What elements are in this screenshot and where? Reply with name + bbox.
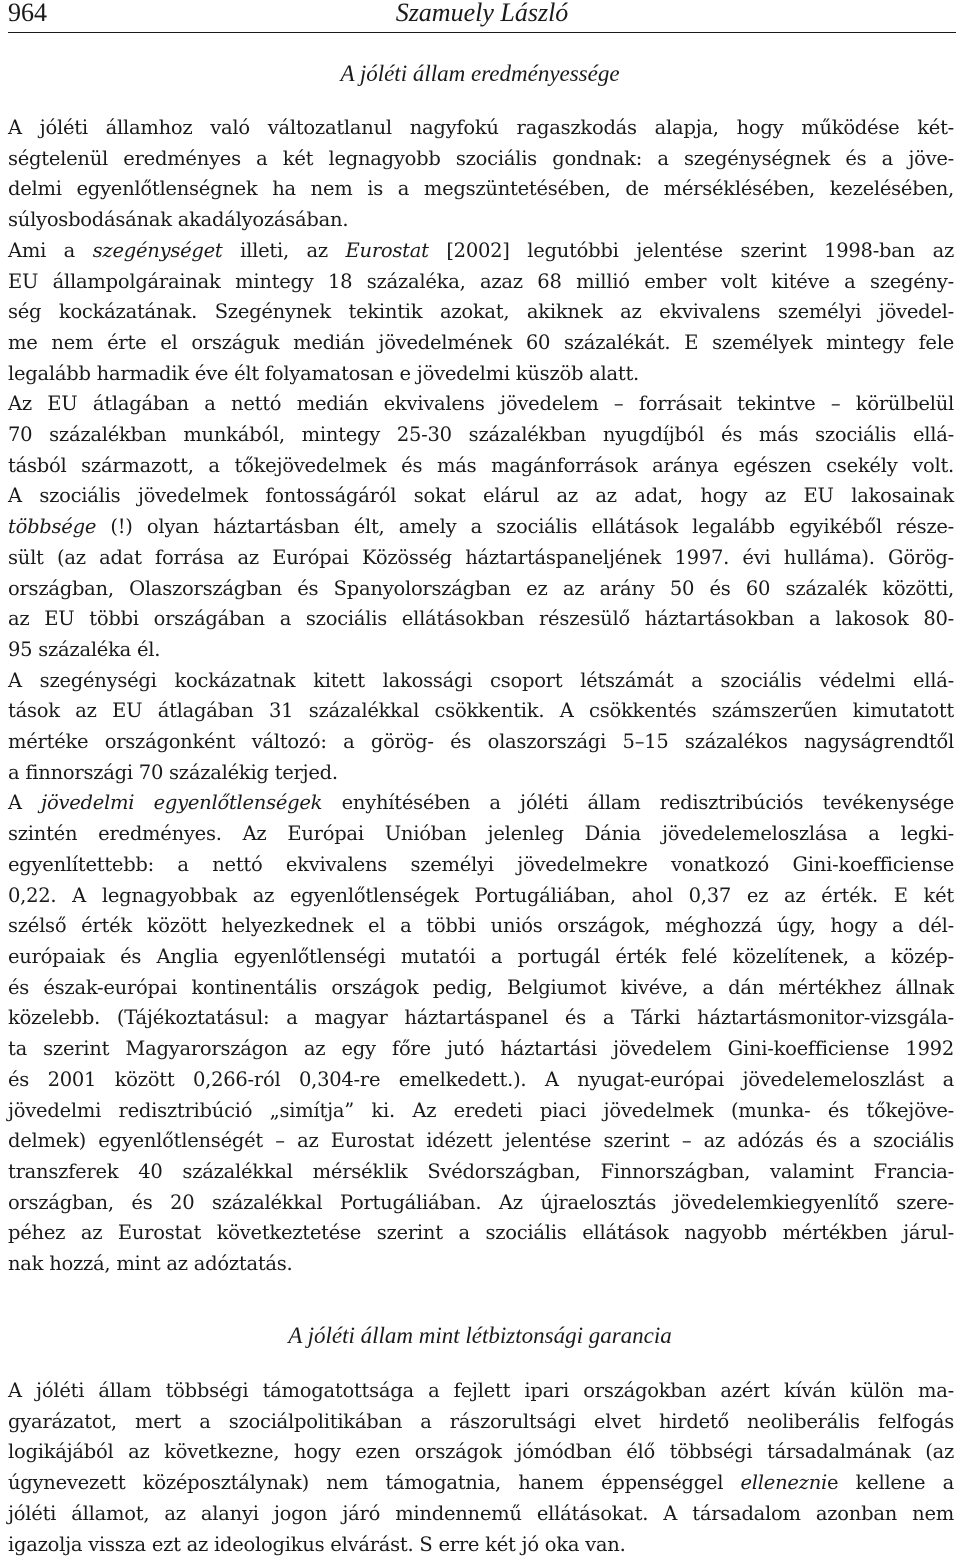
text-line	[8, 1468, 954, 1499]
line-text: tások az EU átlagában 31 százalékkal csökkentik. A csökkentés számszerűen kimutatott	[8, 699, 954, 723]
text-line	[8, 1530, 954, 1561]
line-text: delmek) egyenlőtlenségét – az Eurostat idézett jelentése szerint – az adózás és a szociális	[8, 1129, 954, 1153]
text-line	[8, 1096, 954, 1127]
text-line	[8, 359, 954, 390]
text-line	[8, 1407, 954, 1438]
text-line	[8, 1157, 954, 1188]
section-2-body	[8, 1376, 954, 1560]
emphasis: ellenezni	[740, 1471, 827, 1495]
line-text: egyenlítettebb: a nettó ekvivalens személyi jövedelmekre vonatkozó Gini-koefficiense	[8, 852, 954, 876]
text-line	[8, 389, 954, 420]
text-line	[8, 1188, 954, 1219]
text-line	[8, 512, 954, 543]
line-text: szélső érték között helyezkednek el a többi uniós országok, méghozzá úgy, hogy a dél-	[8, 914, 954, 938]
line-text: enyhítésében a jóléti állam redisztribúciós tevékenysége	[322, 791, 955, 815]
line-text: Ami a	[8, 238, 93, 262]
running-head-author: Szamuely László	[395, 0, 569, 27]
text-line	[8, 1126, 954, 1157]
line-text: és észak-európai kontinentális országok pedig, Belgiumot kivéve, a dán mértékhez állnak	[8, 975, 954, 999]
line-text: a finnországi 70 százalékig terjed.	[8, 760, 338, 784]
emphasis: jövedelmi egyenlőtlenségek	[41, 791, 323, 815]
line-text: A	[8, 791, 42, 815]
emphasis: Eurostat	[345, 238, 429, 262]
line-text: úgynevezett középosztálynak) nem támogatnia, hanem éppenséggel	[8, 1471, 741, 1495]
line-text: nak hozzá, mint az adóztatás.	[8, 1252, 293, 1276]
line-text: sült (az adat forrása az Európai Közösség háztartáspaneljének 1997. évi hulláma). Görög-	[8, 545, 954, 569]
text-line	[8, 1499, 954, 1530]
text-line	[8, 174, 954, 205]
line-text: ség kockázatának. Szegénynek tekintik azokat, akiknek az ekvivalens személyi jövedel-	[8, 300, 954, 324]
line-text: igazolja vissza ezt az ideologikus elvárást. S erre két jó oka van.	[8, 1532, 626, 1556]
line-text: jövedelmi redisztribúció „simítja” ki. Az eredeti piaci jövedelmek (munka- és tőkejöve-	[8, 1098, 954, 1122]
text-line	[8, 696, 954, 727]
text-line	[8, 1376, 954, 1407]
line-text: [2002] legutóbbi jelentése szerint 1998-ban az	[428, 238, 954, 262]
text-line	[8, 604, 954, 635]
line-text: közelebb. (Tájékoztatásul: a magyar háztartáspanel és a Tárki háztartásmonitor-vizsgála-	[8, 1006, 954, 1030]
text-line	[8, 1065, 954, 1096]
line-text: legalább harmadik éve élt folyamatosan e jövedelmi küszöb alatt.	[8, 361, 639, 385]
section-heading-2: A jóléti állam mint létbiztonsági garancia	[288, 1323, 672, 1348]
line-text: me nem érte el országuk medián jövedelmének 60 százalékát. E személyek mintegy fele	[8, 330, 954, 354]
line-text: mértéke országonként változó: a görög- és olaszországi 5–15 százalékos nagyságrendtől	[8, 730, 954, 754]
line-text: és 2001 között 0,266-ról 0,304-re emelkedett.). A nyugat-európai jövedelemeloszlást a	[8, 1067, 954, 1091]
text-line	[8, 881, 954, 912]
text-line	[8, 911, 954, 942]
line-text: az EU többi országában a szociális ellátásokban részesülő háztartásokban a lakosok 80-	[8, 607, 954, 631]
text-line	[8, 850, 954, 881]
text-line	[8, 758, 954, 789]
line-text: ta szerint Magyarországon az egy főre jutó háztartási jövedelem Gini-koefficiense 1992	[8, 1037, 954, 1061]
line-text: logikájából az következne, hogy ezen országok jómódban élő többségi társadalmának (az	[8, 1440, 954, 1464]
text-line	[8, 420, 954, 451]
text-line	[8, 1218, 954, 1249]
text-line	[8, 666, 954, 697]
line-text: 70 százalékban munkából, mintegy 25-30 százalékban nyugdíjból és más szociális ellá-	[8, 423, 954, 447]
line-text: ségtelenül eredményes a két legnagyobb szociális gondnak: a szegénységnek és a jöve-	[8, 146, 954, 170]
line-text: európaiak és Anglia egyenlőtlenségi mutatói a portugál érték felé közelítenek, a közép-	[8, 944, 954, 968]
text-line	[8, 635, 954, 666]
text-line	[8, 451, 954, 482]
line-text: A jóléti államhoz való változatlanul nagyfokú ragaszkodás alapja, hogy működése két-	[8, 116, 954, 139]
line-text: Az EU átlagában a nettó medián ekvivalens jövedelem – forrásait tekintve – körülbelül	[8, 392, 954, 416]
line-text: A szociális jövedelmek fontosságáról sokat elárul az az adat, hogy az EU lakosainak	[8, 484, 954, 508]
line-text: (!) olyan háztartásban élt, amely a szociális ellátások legalább egyikéből része-	[96, 515, 954, 539]
line-text: EU állampolgárainak mintegy 18 százaléka, azaz 68 millió ember volt kitéve a szegény-	[8, 269, 954, 293]
text-line	[8, 788, 954, 819]
line-text: illeti, az	[222, 238, 346, 262]
section-heading-1: A jóléti állam eredményessége	[340, 61, 620, 86]
line-text: tásból származott, a tőkejövedelmek és más magánforrások aránya egészen csekély volt.	[8, 453, 954, 477]
section-1-body	[8, 113, 954, 1280]
text-line	[8, 297, 954, 328]
line-text: A jóléti állam többségi támogatottsága a fejlett ipari országokban azért kíván külön ma-	[8, 1379, 954, 1402]
line-text: gyarázatot, mert a szociálpolitikában a rászorultsági elvet hirdető neoliberális felfogás	[8, 1409, 954, 1433]
text-line	[8, 205, 954, 236]
line-text: e kellene a	[827, 1471, 954, 1495]
line-text: szintén eredményes. Az Európai Unióban jelenleg Dánia jövedelemeloszlása a legki-	[8, 822, 954, 846]
line-text: péhez az Eurostat következtetése szerint a szociális ellátások nagyobb mértékben járul-	[8, 1221, 954, 1245]
emphasis: szegénységet	[92, 238, 223, 262]
text-line	[8, 267, 954, 298]
text-line	[8, 942, 954, 973]
running-head	[8, 0, 956, 30]
text-line	[8, 973, 954, 1004]
text-line	[8, 1249, 954, 1280]
line-text: jóléti államot, az alanyi jogon járó mindennemű ellátásokat. A társadalom azonban nem	[8, 1501, 954, 1525]
line-text: súlyosbodásának akadályozásában.	[8, 208, 349, 232]
text-line	[8, 1437, 954, 1468]
line-text: 0,22. A legnagyobbak az egyenlőtlenségek Portugáliában, ahol 0,37 ez az érték. E két	[8, 883, 954, 907]
text-line	[8, 236, 954, 267]
line-text: A szegénységi kockázatnak kitett lakossági csoport létszámát a szociális védelmi ellá-	[8, 668, 954, 692]
line-text: delmi egyenlőtlenségnek ha nem is a megszüntetésében, de mérséklésében, kezelésében,	[8, 177, 954, 201]
text-line	[8, 543, 954, 574]
text-line	[8, 1034, 954, 1065]
line-text: 95 százaléka él.	[8, 637, 161, 661]
text-line	[8, 574, 954, 605]
header-rule	[8, 32, 956, 33]
page-number: 964	[8, 0, 47, 27]
text-line	[8, 727, 954, 758]
emphasis: többsége	[8, 515, 97, 539]
line-text: országban, és 20 százalékkal Portugáliában. Az újraelosztás jövedelemkiegyenlítő szere-	[8, 1190, 954, 1214]
text-line	[8, 819, 954, 850]
line-text: országban, Olaszországban és Spanyolországban ez az arány 50 és 60 százalék közötti,	[8, 576, 954, 600]
text-line	[8, 113, 954, 144]
text-line	[8, 481, 954, 512]
text-line	[8, 1003, 954, 1034]
text-line	[8, 328, 954, 359]
text-line	[8, 144, 954, 175]
line-text: transzferek 40 százalékkal mérséklik Svédországban, Finnországban, valamint Francia-	[8, 1159, 954, 1183]
